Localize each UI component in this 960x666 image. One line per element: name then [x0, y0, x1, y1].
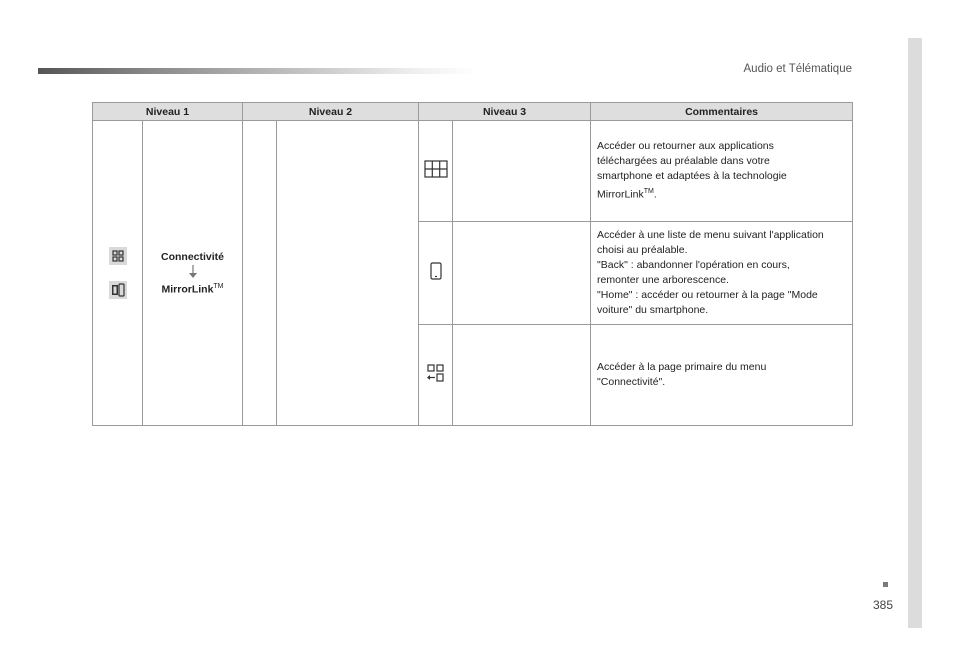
comment-line: "Connectivité". — [597, 376, 666, 388]
level1-label-cell — [143, 121, 243, 426]
comment-line: Accéder à la page primaire du menu — [597, 361, 767, 373]
header-decorative-bar — [38, 68, 478, 74]
table-row — [93, 121, 853, 222]
level3-icon-cell — [419, 325, 453, 426]
comment-line: remonter une arborescence. — [597, 274, 729, 286]
page-number: 385 — [873, 598, 894, 612]
comment-line — [597, 184, 848, 203]
mirrorlink-label: MirrorLink — [161, 283, 214, 296]
trademark-sup: TM — [643, 188, 654, 196]
mirrorlink-phone-icon — [109, 281, 127, 299]
page-header-title: Audio et Télématique — [743, 63, 852, 75]
page-marker — [883, 582, 888, 587]
column-header-level1: Niveau 1 — [93, 103, 243, 121]
comment-line: choisi au préalable. — [597, 244, 688, 256]
level1-label-top: Connectivité — [161, 250, 225, 263]
level2-label-cell — [277, 121, 419, 426]
comment-cell — [591, 325, 853, 426]
level3-label-cell — [453, 325, 591, 426]
level1-icons-cell — [93, 121, 143, 426]
down-arrow-icon — [188, 265, 198, 279]
back-to-connectivity-icon — [424, 364, 448, 382]
level3-label-cell — [453, 222, 591, 325]
comment-line: Accéder ou retourner aux applications — [597, 140, 774, 153]
comment-line: "Back" : abandonner l'opération en cours, — [597, 259, 790, 271]
level2-icon-cell — [243, 121, 277, 426]
menu-table — [92, 102, 853, 426]
comment-line: téléchargées au préalable dans votre — [597, 155, 770, 168]
comment-line: voiture" du smartphone. — [597, 304, 709, 316]
period-text: . — [653, 188, 657, 201]
comment-line: "Home" : accéder ou retourner à la page "Mode — [597, 289, 818, 301]
mirrorlink-text: MirrorLink — [597, 188, 644, 201]
trademark-sup: TM — [213, 282, 224, 290]
grid-apps-icon — [109, 247, 127, 265]
comment-line: smartphone et adaptées à la technologie — [597, 170, 787, 183]
comment-cell — [591, 121, 853, 222]
column-header-level3: Niveau 3 — [419, 103, 591, 121]
column-header-level2: Niveau 2 — [243, 103, 419, 121]
level3-icon-cell — [419, 222, 453, 325]
level1-label-bottom — [143, 280, 242, 297]
comment-line: Accéder à une liste de menu suivant l'application — [597, 229, 824, 241]
comment-cell — [591, 222, 853, 325]
side-tab-strip — [908, 38, 922, 628]
smartphone-icon — [424, 262, 448, 280]
level3-label-cell — [453, 121, 591, 222]
app-grid-icon — [424, 160, 448, 178]
column-header-comments: Commentaires — [591, 103, 853, 121]
level3-icon-cell — [419, 121, 453, 222]
table-header-row — [93, 103, 853, 121]
